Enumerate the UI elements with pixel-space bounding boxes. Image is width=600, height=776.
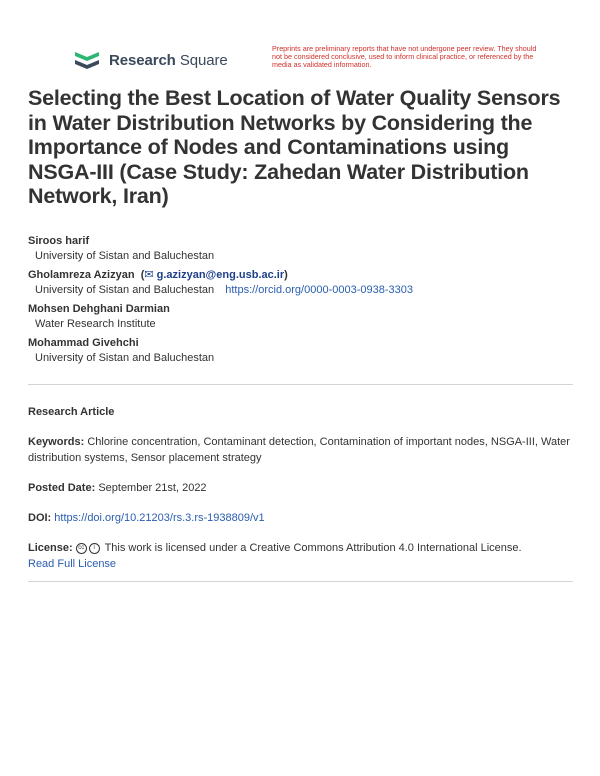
research-square-logo[interactable] xyxy=(73,49,228,71)
preprint-disclaimer: Preprints are preliminary reports that have not undergone peer review. They should not be considered conclusive, used to inform clinical practice, or referenced by the media as validated information. xyxy=(272,44,537,70)
license-section xyxy=(28,540,573,572)
divider xyxy=(28,581,573,582)
posted-date-label: Posted Date: xyxy=(28,482,96,494)
keywords-section xyxy=(28,434,573,466)
author-name: Mohsen Dehghani Darmian xyxy=(28,303,170,315)
doi-link[interactable]: https://doi.org/10.21203/rs.3.rs-1938809/v1 xyxy=(54,512,265,524)
author-name: Siroos harif xyxy=(28,235,90,247)
license-label: License: xyxy=(28,542,73,554)
keywords-text: Chlorine concentration, Contaminant detection, Contamination of important nodes, NSGA-III, Water distribution systems, Sensor placement strategy xyxy=(28,436,570,464)
author-entry xyxy=(28,336,573,366)
by-attribution-icon: i xyxy=(89,543,100,554)
article-type: Research Article xyxy=(28,406,115,418)
author-affiliation: University of Sistan and Baluchestan xyxy=(35,250,215,262)
author-entry xyxy=(28,268,573,298)
keywords-label: Keywords: xyxy=(28,436,85,448)
author-list xyxy=(28,234,573,370)
paper-title: Selecting the Best Location of Water Quality Sensors in Water Distribution Networks by Considering the Importance of Nodes and Contaminations using NSGA-III (Case Study: Zahedan Water Distribution Network, Iran) xyxy=(28,86,561,208)
author-entry xyxy=(28,302,573,332)
author-affiliation: University of Sistan and Baluchestan xyxy=(35,284,215,296)
author-affiliation: University of Sistan and Baluchestan xyxy=(35,352,215,364)
read-full-license-link[interactable]: Read Full License xyxy=(28,558,117,570)
doi-section xyxy=(28,510,573,526)
author-entry xyxy=(28,234,573,264)
author-affiliation: Water Research Institute xyxy=(35,318,156,330)
license-text: This work is licensed under a Creative Commons Attribution 4.0 International License. xyxy=(104,542,522,554)
email-icon: ✉ xyxy=(144,269,154,281)
author-affiliation-row xyxy=(28,283,573,298)
author-email-link[interactable]: g.azizyan@eng.usb.ac.ir xyxy=(156,269,285,281)
author-name: Gholamreza Azizyan (✉ g.azizyan@eng.usb.ac.ir) xyxy=(28,269,288,281)
doi-label: DOI: xyxy=(28,512,52,524)
logo-text: Research Square xyxy=(109,51,228,69)
cc-icon: cc xyxy=(76,543,87,554)
divider xyxy=(28,384,573,385)
research-square-logo-icon xyxy=(73,49,103,71)
posted-date xyxy=(28,480,573,496)
orcid-link[interactable]: https://orcid.org/0000-0003-0938-3303 xyxy=(225,284,413,296)
posted-date-value: September 21st, 2022 xyxy=(98,482,207,494)
author-name: Mohammad Givehchi xyxy=(28,337,139,349)
